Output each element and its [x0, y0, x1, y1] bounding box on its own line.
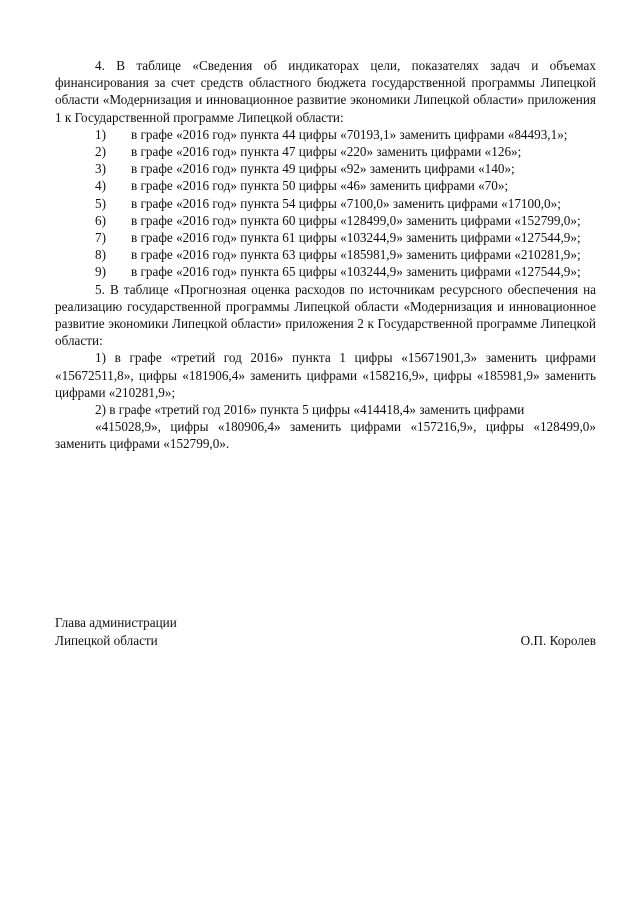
- section-4-item-1: [55, 126, 596, 143]
- section-5-item-2-continuation: «415028,9», цифры «180906,4» заменить цифрами «157216,9», цифры «128499,0» заменить цифрами «152799,0».: [55, 419, 596, 452]
- item-text: в графе «2016 год» пункта 60 цифры «128499,0» заменить цифрами «152799,0»;: [131, 212, 581, 228]
- item-number: 8): [95, 247, 106, 263]
- section-5-intro: 5. В таблице «Прогнозная оценка расходов по источникам ресурсного обеспечения на реализацию государственной программы Липецкой области «Модернизация и инновационное развитие экономики Липецкой области» приложения 2 к Государственной программе Липецкой области:: [55, 281, 596, 349]
- section-4-item-8: [55, 246, 596, 263]
- signature-block: [55, 614, 596, 649]
- section-4-item-7: [55, 229, 596, 246]
- signature-position-line-2: Липецкой области: [55, 632, 158, 648]
- section-4-item-6: [55, 212, 596, 229]
- item-number: 1): [95, 126, 106, 142]
- item-number: 3): [95, 161, 106, 177]
- signatory-name: О.П. Королев: [520, 632, 596, 648]
- signature-position-line-1: Глава администрации: [55, 615, 177, 630]
- section-4-item-3: [55, 160, 596, 177]
- item-text: в графе «2016 год» пункта 44 цифры «70193,1» заменить цифрами «84493,1»;: [131, 126, 568, 142]
- item-number: 5): [95, 195, 106, 211]
- document-body: [55, 57, 596, 453]
- item-number: 2): [95, 144, 106, 160]
- item-text: в графе «2016 год» пункта 65 цифры «103244,9» заменить цифрами «127544,9»;: [131, 264, 581, 280]
- section-4-item-2: [55, 143, 596, 160]
- item-number: 9): [95, 264, 106, 280]
- item-text: в графе «2016 год» пункта 54 цифры «7100,0» заменить цифрами «17100,0»;: [131, 195, 561, 211]
- section-4-intro: 4. В таблице «Сведения об индикаторах цели, показателях задач и объемах финансирования за счет средств областного бюджета государственной программы Липецкой области «Модернизация и инновационное развитие экономики Липецкой области» приложения 1 к Государственной программе Липецкой области:: [55, 58, 596, 125]
- item-text: в графе «2016 год» пункта 49 цифры «92» заменить цифрами «140»;: [131, 161, 515, 177]
- section-4-item-9: [55, 263, 596, 280]
- section-5-item-2: 2) в графе «третий год 2016» пункта 5 цифры «414418,4» заменить цифрами: [95, 402, 525, 418]
- item-text: в графе «2016 год» пункта 61 цифры «103244,9» заменить цифрами «127544,9»;: [131, 230, 581, 246]
- item-number: 7): [95, 230, 106, 246]
- section-4-item-5: [55, 195, 596, 212]
- item-text: в графе «2016 год» пункта 63 цифры «185981,9» заменить цифрами «210281,9»;: [131, 247, 581, 263]
- section-4-item-4: [55, 177, 596, 194]
- section-5-item-1: 1) в графе «третий год 2016» пункта 1 цифры «15671901,3» заменить цифрами «15672511,8», цифры «181906,4» заменить цифрами «158216,9», цифры «185981,9» заменить цифрами «210281,9»;: [55, 350, 596, 400]
- item-number: 4): [95, 178, 106, 194]
- item-number: 6): [95, 212, 106, 228]
- item-text: в графе «2016 год» пункта 47 цифры «220» заменить цифрами «126»;: [131, 144, 522, 160]
- signature-row: [55, 632, 596, 650]
- item-text: в графе «2016 год» пункта 50 цифры «46» заменить цифрами «70»;: [131, 178, 509, 194]
